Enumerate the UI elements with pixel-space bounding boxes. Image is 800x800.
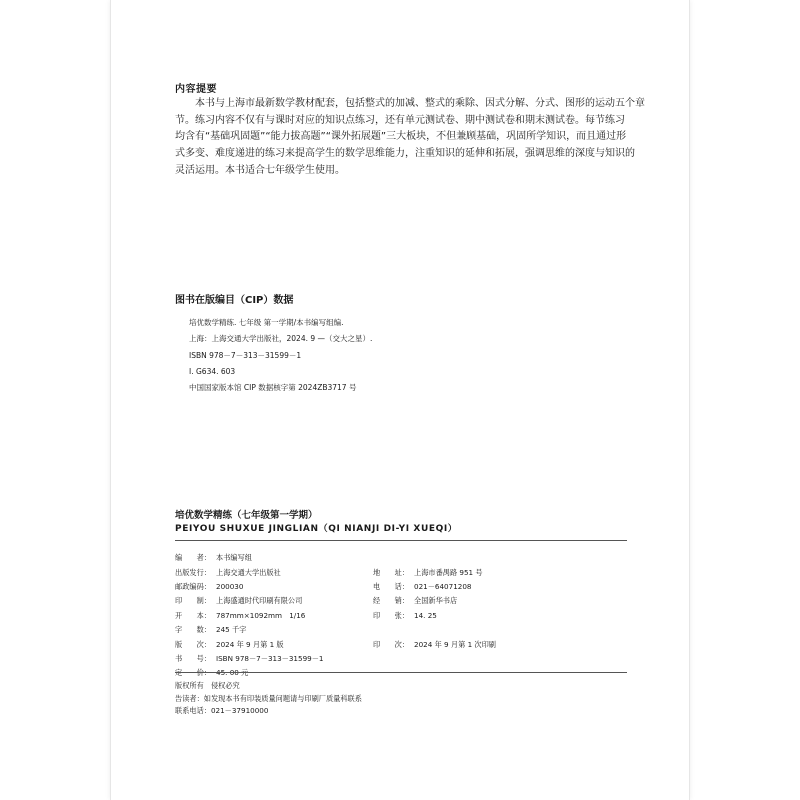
contact-phone: 联系电话：021－37910000 <box>175 706 269 716</box>
detail-value: 上海市番禺路 951 号 <box>414 567 483 577</box>
book-title-chinese: 培优数学精练（七年级第一学期） <box>175 510 318 521</box>
detail-row <box>175 609 627 623</box>
detail-value: 上海盛通时代印刷有限公司 <box>216 596 303 606</box>
summary-line: 节。练习内容不仅有与课时对应的知识点练习，还有单元测试卷、期中测试卷和期末测试卷。每节练习 <box>175 114 625 126</box>
detail-label: 印 张： <box>373 610 409 620</box>
detail-label: 字 数： <box>175 625 211 635</box>
cip-block <box>189 315 372 396</box>
detail-value: 245 千字 <box>216 625 247 635</box>
detail-value: 全国新华书店 <box>414 596 458 606</box>
detail-row <box>175 637 627 651</box>
detail-label: 电 话： <box>373 581 409 591</box>
summary-line: 本书与上海市最新数学教材配套，包括整式的加减、整式的乘除、因式分解、分式、图形的运动五个章 <box>195 98 645 109</box>
detail-right-cell <box>373 611 593 621</box>
detail-label: 编 者： <box>175 553 211 563</box>
detail-label: 经 销： <box>373 596 409 606</box>
cip-line: 上海：上海交通大学出版社，2024. 9 —（交大之星）. <box>189 334 373 344</box>
detail-label: 定 价： <box>175 668 211 678</box>
detail-label: 印 次： <box>373 639 409 649</box>
cip-line: Ⅰ. G634. 603 <box>189 366 236 376</box>
divider-line <box>175 540 627 541</box>
detail-row <box>175 623 627 637</box>
detail-label: 版 次： <box>175 639 211 649</box>
summary-line: 均含有“基础巩固题”“能力拔高题”“课外拓展题”三大板块，不但兼顾基础，巩固所学知识，而且通过形 <box>175 131 627 143</box>
cip-line: 培优数学精练. 七年级 第一学期/本书编写组编. <box>189 318 344 327</box>
detail-left-cell <box>175 654 373 664</box>
cip-heading: 图书在版编目（CIP）数据 <box>175 295 294 306</box>
detail-value: 200030 <box>216 582 244 592</box>
summary-line: 灵活运用。本书适合七年级学生使用。 <box>175 164 345 176</box>
detail-left-cell <box>175 640 373 650</box>
detail-value: 021－64071208 <box>414 581 472 591</box>
cip-line: 中国国家版本馆 CIP 数据核字第 2024ZB3717 号 <box>189 383 357 393</box>
detail-row <box>175 551 627 565</box>
detail-right-cell <box>373 596 593 606</box>
reader-notice: 告读者：如发现本书有印装质量问题请与印刷厂质量科联系 <box>175 693 362 703</box>
detail-left-cell <box>175 596 373 606</box>
detail-left-cell <box>175 668 373 678</box>
summary-line: 式多变、难度递进的练习来提高学生的数学思维能力，注重知识的延伸和拓展，强调思维的深度与知识的 <box>175 148 635 160</box>
detail-left-cell <box>175 611 373 621</box>
copyright-page <box>111 0 689 800</box>
book-title-pinyin: PEIYOU SHUXUE JINGLIAN（QI NIANJI DI-YI XUEQI） <box>175 524 458 534</box>
detail-label: 出版发行： <box>175 567 211 577</box>
detail-value: 14. 25 <box>414 611 437 621</box>
detail-left-cell <box>175 568 373 578</box>
detail-row <box>175 580 627 594</box>
detail-left-cell <box>175 553 373 563</box>
detail-right-cell <box>373 582 593 592</box>
detail-value: 2024 年 9 月第 1 次印刷 <box>414 639 496 649</box>
cip-line: ISBN 978－7－313－31599－1 <box>189 350 302 360</box>
detail-value: 本书编写组 <box>216 553 252 563</box>
detail-right-cell <box>373 568 593 578</box>
detail-right-cell <box>373 640 593 650</box>
copyright-notice: 版权所有 侵权必究 <box>175 681 240 690</box>
detail-value: 787mm×1092mm 1/16 <box>216 610 306 620</box>
detail-value: 45. 00 元 <box>216 668 249 678</box>
detail-value: ISBN 978－7－313－31599－1 <box>216 653 324 663</box>
summary-paragraph <box>175 96 645 180</box>
divider-line <box>175 672 627 673</box>
detail-row <box>175 666 627 680</box>
detail-value: 上海交通大学出版社 <box>216 567 281 577</box>
detail-left-cell <box>175 582 373 592</box>
publication-details <box>175 551 627 681</box>
detail-label: 邮政编码： <box>175 581 211 591</box>
footer-notes <box>175 680 362 718</box>
detail-row <box>175 565 627 579</box>
summary-heading: 内容提要 <box>175 84 217 95</box>
detail-label: 书 号： <box>175 653 211 663</box>
detail-row <box>175 594 627 608</box>
detail-label: 开 本： <box>175 610 211 620</box>
detail-value: 2024 年 9 月第 1 版 <box>216 639 284 649</box>
detail-label: 印 制： <box>175 596 211 606</box>
detail-label: 地 址： <box>373 567 409 577</box>
detail-left-cell <box>175 625 373 635</box>
detail-row <box>175 652 627 666</box>
